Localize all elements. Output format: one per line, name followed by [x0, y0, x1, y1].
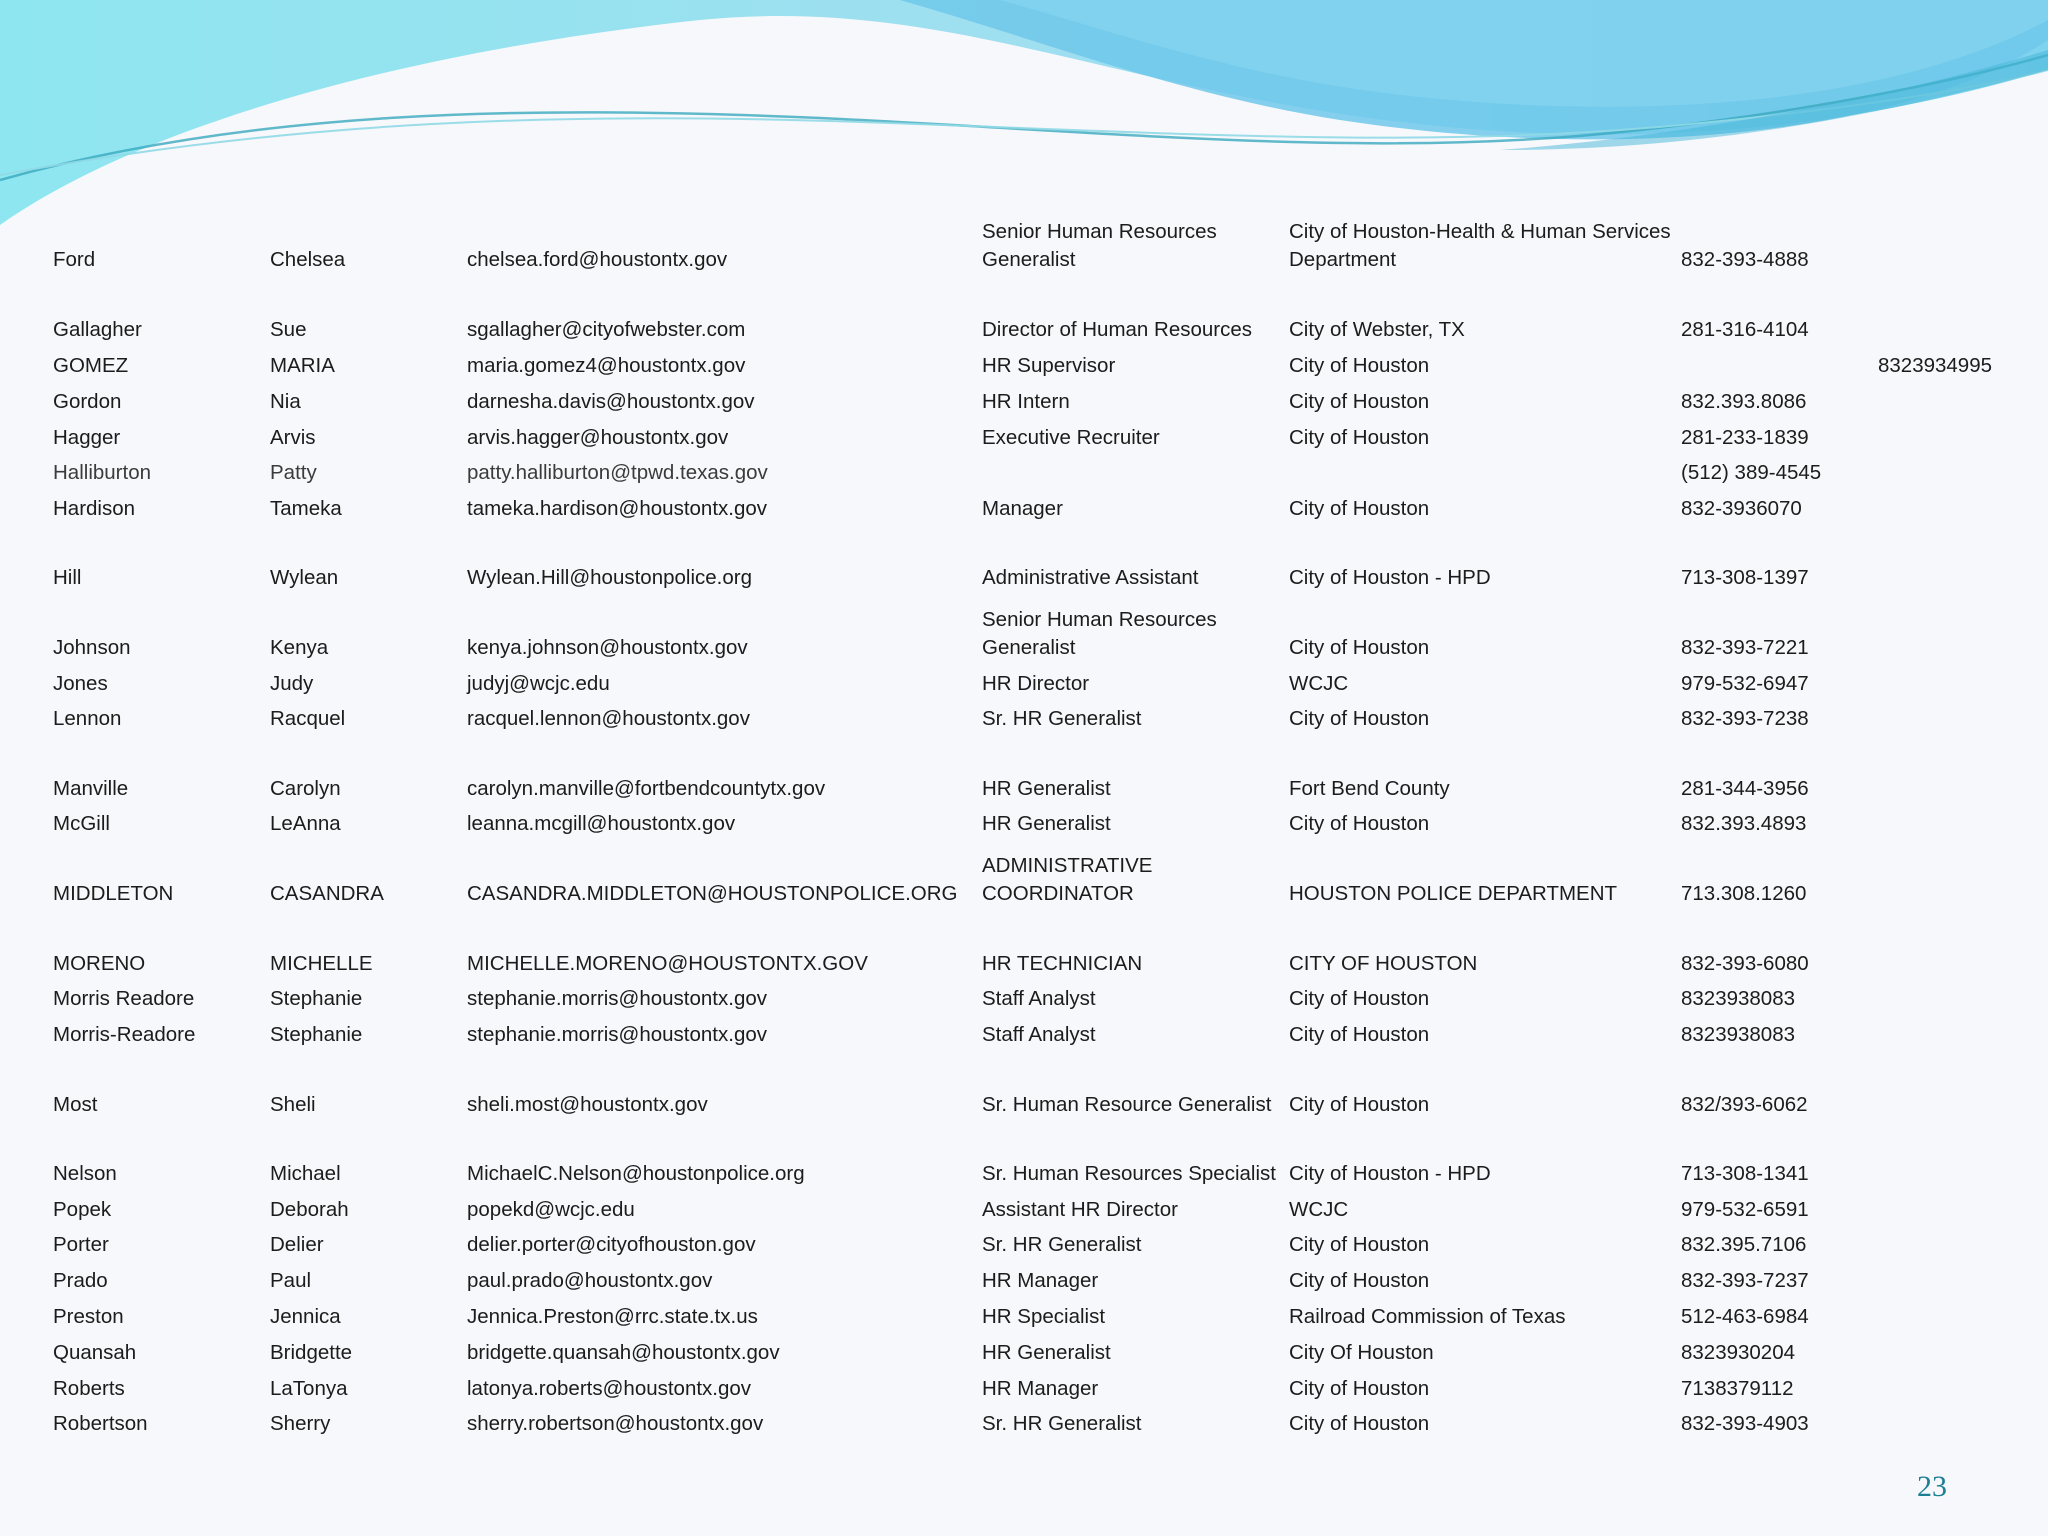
cell-email[interactable]: Wylean.Hill@houstonpolice.org [467, 566, 752, 589]
cell-job-title: Generalist [982, 636, 1076, 659]
cell-last-name: Halliburton [53, 461, 151, 484]
cell-last-name: Johnson [53, 636, 131, 659]
cell-phone: 832-393-7221 [1681, 636, 1809, 659]
cell-phone: 281-233-1839 [1681, 426, 1809, 449]
cell-first-name: Delier [270, 1233, 324, 1256]
cell-email[interactable]: leanna.mcgill@houstontx.gov [467, 812, 736, 835]
cell-last-name: Gordon [53, 390, 122, 413]
cell-last-name: Roberts [53, 1377, 125, 1400]
cell-last-name: Preston [53, 1305, 124, 1328]
cell-email[interactable]: sheli.most@houstontx.gov [467, 1093, 708, 1116]
cell-organization: City of Houston [1289, 1233, 1430, 1256]
cell-job-title: Sr. HR Generalist [982, 1412, 1142, 1435]
cell-phone: 832-3936070 [1681, 497, 1802, 520]
cell-organization: City of Houston-Health & Human Services [1289, 220, 1671, 243]
cell-phone: 281-344-3956 [1681, 777, 1809, 800]
cell-last-name: Manville [53, 777, 129, 800]
cell-first-name: Patty [270, 461, 317, 484]
cell-first-name: Judy [270, 672, 314, 695]
cell-email[interactable]: Jennica.Preston@rrc.state.tx.us [467, 1305, 758, 1328]
cell-phone: 832-393-4888 [1681, 248, 1809, 271]
cell-email[interactable]: stephanie.morris@houstontx.gov [467, 987, 767, 1010]
cell-phone: 832/393-6062 [1681, 1093, 1808, 1116]
cell-job-title: Administrative Assistant [982, 566, 1199, 589]
cell-phone: 832-393-7237 [1681, 1269, 1809, 1292]
cell-job-title: Assistant HR Director [982, 1198, 1178, 1221]
cell-first-name: Chelsea [270, 248, 346, 271]
cell-first-name: Carolyn [270, 777, 341, 800]
cell-organization: City of Houston [1289, 1023, 1430, 1046]
cell-organization: Fort Bend County [1289, 777, 1450, 800]
cell-organization: Department [1289, 248, 1397, 271]
cell-job-title: HR Manager [982, 1377, 1099, 1400]
cell-organization: City of Houston [1289, 354, 1430, 377]
cell-job-title: Sr. HR Generalist [982, 707, 1142, 730]
cell-email[interactable]: chelsea.ford@houstontx.gov [467, 248, 728, 271]
cell-last-name: Popek [53, 1198, 112, 1221]
cell-first-name: Arvis [270, 426, 316, 449]
cell-last-name: Quansah [53, 1341, 137, 1364]
cell-job-title: HR Intern [982, 390, 1070, 413]
cell-first-name: Tameka [270, 497, 342, 520]
cell-job-title: Director of Human Resources [982, 318, 1253, 341]
cell-email[interactable]: MichaelC.Nelson@houstonpolice.org [467, 1162, 805, 1185]
cell-job-title: HR Director [982, 672, 1090, 695]
cell-last-name: Ford [53, 248, 96, 271]
cell-job-title: HR Manager [982, 1269, 1099, 1292]
cell-email[interactable]: stephanie.morris@houstontx.gov [467, 1023, 767, 1046]
cell-job-title: ADMINISTRATIVE [982, 854, 1153, 877]
cell-phone: 832.393.4893 [1681, 812, 1807, 835]
cell-job-title: Staff Analyst [982, 987, 1096, 1010]
cell-first-name: Sherry [270, 1412, 331, 1435]
cell-organization: City of Houston - HPD [1289, 566, 1491, 589]
cell-organization: City of Houston - HPD [1289, 1162, 1491, 1185]
cell-email[interactable]: tameka.hardison@houstontx.gov [467, 497, 768, 520]
cell-last-name: MIDDLETON [53, 882, 174, 905]
cell-job-title: Sr. Human Resource Generalist [982, 1093, 1272, 1116]
cell-first-name: Jennica [270, 1305, 341, 1328]
cell-job-title: HR Generalist [982, 1341, 1111, 1364]
cell-job-title: HR Supervisor [982, 354, 1116, 377]
cell-first-name: Stephanie [270, 1023, 363, 1046]
cell-job-title: HR Generalist [982, 812, 1111, 835]
cell-last-name: MORENO [53, 952, 146, 975]
cell-organization: City of Houston [1289, 987, 1430, 1010]
cell-first-name: Stephanie [270, 987, 363, 1010]
cell-job-title: HR TECHNICIAN [982, 952, 1143, 975]
cell-first-name: LeAnna [270, 812, 341, 835]
cell-email[interactable]: paul.prado@houstontx.gov [467, 1269, 713, 1292]
cell-last-name: Nelson [53, 1162, 117, 1185]
cell-email[interactable]: sherry.robertson@houstontx.gov [467, 1412, 764, 1435]
cell-job-title: Senior Human Resources [982, 220, 1217, 243]
cell-organization: City of Houston [1289, 1412, 1430, 1435]
cell-phone: 832-393-7238 [1681, 707, 1809, 730]
cell-phone: 832-393-4903 [1681, 1412, 1809, 1435]
cell-organization: City of Houston [1289, 636, 1430, 659]
cell-last-name: Prado [53, 1269, 108, 1292]
cell-phone: 832-393-6080 [1681, 952, 1809, 975]
cell-email[interactable]: judyj@wcjc.edu [467, 672, 610, 695]
cell-phone: 8323930204 [1681, 1341, 1796, 1364]
page-number: 23 [1917, 1470, 1947, 1503]
cell-job-title: Generalist [982, 248, 1076, 271]
cell-job-title: Sr. Human Resources Specialist [982, 1162, 1276, 1185]
cell-organization: WCJC [1289, 1198, 1349, 1221]
cell-first-name: Kenya [270, 636, 329, 659]
cell-last-name: McGill [53, 812, 110, 835]
cell-phone: 8323938083 [1681, 1023, 1796, 1046]
cell-last-name: Hardison [53, 497, 136, 520]
cell-phone: 713-308-1341 [1681, 1162, 1809, 1185]
cell-organization: City of Houston [1289, 812, 1430, 835]
cell-organization: City Of Houston [1289, 1341, 1434, 1364]
cell-phone: 713-308-1397 [1681, 566, 1809, 589]
cell-phone: 8323938083 [1681, 987, 1796, 1010]
cell-alt-phone: 8323934995 [1878, 354, 1993, 377]
cell-email[interactable]: latonya.roberts@houstontx.gov [467, 1377, 752, 1400]
cell-first-name: CASANDRA [270, 882, 384, 905]
cell-phone: 979-532-6947 [1681, 672, 1809, 695]
cell-email[interactable]: arvis.hagger@houstontx.gov [467, 426, 729, 449]
cell-job-title: HR Generalist [982, 777, 1111, 800]
cell-organization: City of Houston [1289, 707, 1430, 730]
cell-organization: City of Houston [1289, 1377, 1430, 1400]
cell-organization: Railroad Commission of Texas [1289, 1305, 1566, 1328]
cell-phone: (512) 389-4545 [1681, 461, 1822, 484]
cell-last-name: Morris-Readore [53, 1023, 196, 1046]
cell-first-name: Nia [270, 390, 301, 413]
cell-email[interactable]: kenya.johnson@houstontx.gov [467, 636, 748, 659]
cell-job-title: Senior Human Resources [982, 608, 1217, 631]
cell-organization: City of Houston [1289, 426, 1430, 449]
cell-email[interactable]: popekd@wcjc.edu [467, 1198, 635, 1221]
cell-job-title: COORDINATOR [982, 882, 1134, 905]
cell-last-name: Gallagher [53, 318, 142, 341]
cell-first-name: Michael [270, 1162, 341, 1185]
cell-email[interactable]: delier.porter@cityofhouston.gov [467, 1233, 756, 1256]
cell-organization: City of Houston [1289, 1269, 1430, 1292]
cell-job-title: Manager [982, 497, 1063, 520]
cell-organization: WCJC [1289, 672, 1349, 695]
cell-phone: 832.395.7106 [1681, 1233, 1807, 1256]
cell-job-title: Staff Analyst [982, 1023, 1096, 1046]
cell-email[interactable]: CASANDRA.MIDDLETON@HOUSTONPOLICE.ORG [467, 882, 958, 905]
cell-first-name: MICHELLE [270, 952, 373, 975]
cell-first-name: Bridgette [270, 1341, 353, 1364]
cell-last-name: Porter [53, 1233, 109, 1256]
cell-last-name: Hill [53, 566, 82, 589]
cell-phone: 512-463-6984 [1681, 1305, 1809, 1328]
cell-job-title: Sr. HR Generalist [982, 1233, 1142, 1256]
cell-first-name: Sue [270, 318, 307, 341]
cell-phone: 832.393.8086 [1681, 390, 1807, 413]
cell-email[interactable]: bridgette.quansah@houstontx.gov [467, 1341, 780, 1364]
cell-first-name: LaTonya [270, 1377, 348, 1400]
cell-last-name: Morris Readore [53, 987, 195, 1010]
cell-email[interactable]: MICHELLE.MORENO@HOUSTONTX.GOV [467, 952, 868, 975]
cell-email[interactable]: racquel.lennon@houstontx.gov [467, 707, 750, 730]
cell-organization: HOUSTON POLICE DEPARTMENT [1289, 882, 1618, 905]
cell-email[interactable]: maria.gomez4@houstontx.gov [467, 354, 746, 377]
cell-email[interactable]: carolyn.manville@fortbendcountytx.gov [467, 777, 826, 800]
cell-phone: 713.308.1260 [1681, 882, 1807, 905]
cell-phone: 7138379112 [1681, 1377, 1794, 1400]
cell-email[interactable]: darnesha.davis@houstontx.gov [467, 390, 755, 413]
cell-organization: CITY OF HOUSTON [1289, 952, 1478, 975]
cell-job-title: Executive Recruiter [982, 426, 1160, 449]
cell-first-name: Sheli [270, 1093, 316, 1116]
cell-organization: City of Houston [1289, 497, 1430, 520]
cell-last-name: Most [53, 1093, 98, 1116]
cell-organization: City of Houston [1289, 1093, 1430, 1116]
cell-last-name: GOMEZ [53, 354, 129, 377]
cell-first-name: Racquel [270, 707, 346, 730]
cell-email[interactable]: patty.halliburton@tpwd.texas.gov [467, 461, 768, 484]
cell-last-name: Robertson [53, 1412, 148, 1435]
cell-organization: City of Webster, TX [1289, 318, 1465, 341]
cell-first-name: Deborah [270, 1198, 349, 1221]
cell-last-name: Jones [53, 672, 108, 695]
cell-email[interactable]: sgallagher@cityofwebster.com [467, 318, 746, 341]
cell-phone: 979-532-6591 [1681, 1198, 1809, 1221]
cell-organization: City of Houston [1289, 390, 1430, 413]
cell-last-name: Lennon [53, 707, 122, 730]
cell-first-name: MARIA [270, 354, 335, 377]
cell-last-name: Hagger [53, 426, 121, 449]
cell-phone: 281-316-4104 [1681, 318, 1809, 341]
cell-first-name: Paul [270, 1269, 312, 1292]
cell-first-name: Wylean [270, 566, 339, 589]
cell-job-title: HR Specialist [982, 1305, 1106, 1328]
